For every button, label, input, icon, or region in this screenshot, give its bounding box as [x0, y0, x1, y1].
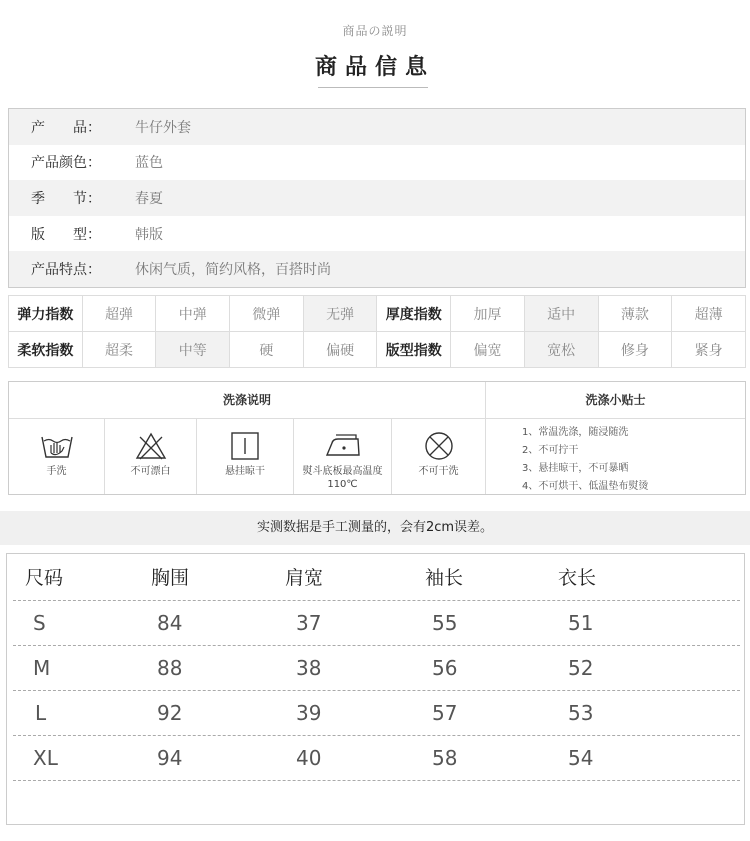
hand-wash-icon [40, 431, 74, 461]
index-option: 超薄 [672, 296, 746, 332]
wash-item-hand-wash [9, 419, 105, 494]
index-option: 紧身 [672, 332, 746, 368]
size-cell: 57 [432, 701, 458, 725]
table-row [13, 646, 740, 691]
info-row-season [9, 180, 745, 216]
wash-caption: 不可干洗 [418, 466, 459, 477]
washing-title: 洗涤说明 [9, 382, 486, 419]
index-option: 偏硬 [303, 332, 377, 368]
index-option: 偏宽 [451, 332, 525, 368]
index-label-softness: 柔软指数 [9, 332, 83, 368]
info-value: 蓝色 [135, 155, 163, 172]
size-table [6, 553, 745, 825]
washing-panel [8, 381, 746, 495]
info-label: 产品特点： [31, 262, 101, 279]
section-title: 商品信息 [314, 55, 435, 80]
wash-item-no-bleach [105, 419, 197, 494]
column-header: 袖长 [425, 567, 464, 589]
iron-icon [324, 431, 362, 461]
index-option-selected: 宽松 [524, 332, 598, 368]
size-cell: 39 [296, 701, 322, 725]
title-divider [318, 87, 428, 88]
hang-dry-icon [228, 431, 262, 461]
size-cell: 51 [568, 611, 594, 635]
index-option-selected: 中等 [156, 332, 230, 368]
index-option-selected: 适中 [524, 296, 598, 332]
index-option: 加厚 [451, 296, 525, 332]
table-row [13, 736, 740, 781]
size-cell: XL [33, 746, 58, 770]
index-option: 微弹 [230, 296, 304, 332]
wash-caption: 手洗 [46, 466, 67, 477]
size-cell: 53 [568, 701, 594, 725]
wash-item-iron [294, 419, 392, 494]
wash-item-hang-dry [197, 419, 294, 494]
index-row [9, 332, 746, 368]
washing-tip: 2、不可拧干 [522, 445, 579, 456]
size-cell: 92 [157, 701, 183, 725]
info-label: 季 节： [31, 190, 101, 207]
size-cell: 94 [157, 746, 183, 770]
wash-caption: 熨斗底板最高温度110℃ [302, 466, 383, 490]
info-row-product [9, 109, 745, 145]
section-subtitle: 商品の説明 [342, 24, 408, 38]
column-header: 胸围 [151, 567, 190, 589]
index-option: 薄款 [598, 296, 672, 332]
size-cell: 58 [432, 746, 458, 770]
wash-caption: 悬挂晾干 [225, 466, 265, 477]
index-option: 中弹 [156, 296, 230, 332]
index-option-selected: 无弹 [303, 296, 377, 332]
washing-tip: 4、不可烘干、低温垫布熨烫 [522, 481, 649, 492]
size-cell: 38 [296, 656, 322, 680]
measurement-note: 实测数据是手工测量的，会有2cm误差。 [0, 511, 750, 545]
index-option: 超弹 [82, 296, 156, 332]
size-cell: 52 [568, 656, 594, 680]
info-value: 牛仔外套 [135, 119, 191, 136]
size-cell: 55 [432, 611, 458, 635]
info-value: 休闲气质，简约风格，百搭时尚 [135, 262, 331, 279]
info-label: 产 品： [31, 119, 101, 136]
size-cell: 40 [296, 746, 322, 770]
no-dry-clean-icon [422, 431, 456, 461]
size-cell: 84 [157, 611, 183, 635]
info-row-fit [9, 216, 745, 252]
index-label-fit: 版型指数 [377, 332, 451, 368]
index-label-thickness: 厚度指数 [377, 296, 451, 332]
info-label: 版 型： [31, 226, 101, 243]
column-header: 衣长 [558, 567, 597, 589]
size-cell: 54 [568, 746, 594, 770]
wash-caption: 不可漂白 [130, 466, 171, 477]
index-label-elasticity: 弹力指数 [9, 296, 83, 332]
info-row-features [9, 251, 745, 287]
table-row [13, 601, 740, 646]
section-header [0, 0, 750, 100]
info-value: 春夏 [135, 190, 163, 207]
size-cell: 88 [157, 656, 183, 680]
size-table-header [13, 556, 740, 601]
size-cell: S [33, 611, 46, 635]
washing-tips-title: 洗涤小贴士 [486, 382, 745, 419]
table-row [13, 691, 740, 736]
wash-item-no-dry-clean [392, 419, 486, 494]
size-cell: 56 [432, 656, 458, 680]
index-table [8, 295, 746, 368]
no-bleach-icon [134, 431, 168, 461]
column-header: 肩宽 [285, 567, 324, 589]
size-cell: L [35, 701, 47, 725]
size-cell: 37 [296, 611, 322, 635]
info-value: 韩版 [135, 226, 163, 243]
index-row [9, 296, 746, 332]
product-info-table [8, 108, 746, 288]
info-label: 产品颜色： [31, 155, 101, 172]
column-header: 尺码 [25, 567, 64, 589]
index-option: 修身 [598, 332, 672, 368]
washing-tips-list [522, 424, 648, 496]
washing-tip: 3、悬挂晾干，不可暴晒 [522, 463, 629, 474]
index-option: 超柔 [82, 332, 156, 368]
info-row-color [9, 145, 745, 181]
size-cell: M [33, 656, 51, 680]
washing-tip: 1、常温洗涤，随浸随洗 [522, 427, 629, 438]
index-option: 硬 [230, 332, 304, 368]
